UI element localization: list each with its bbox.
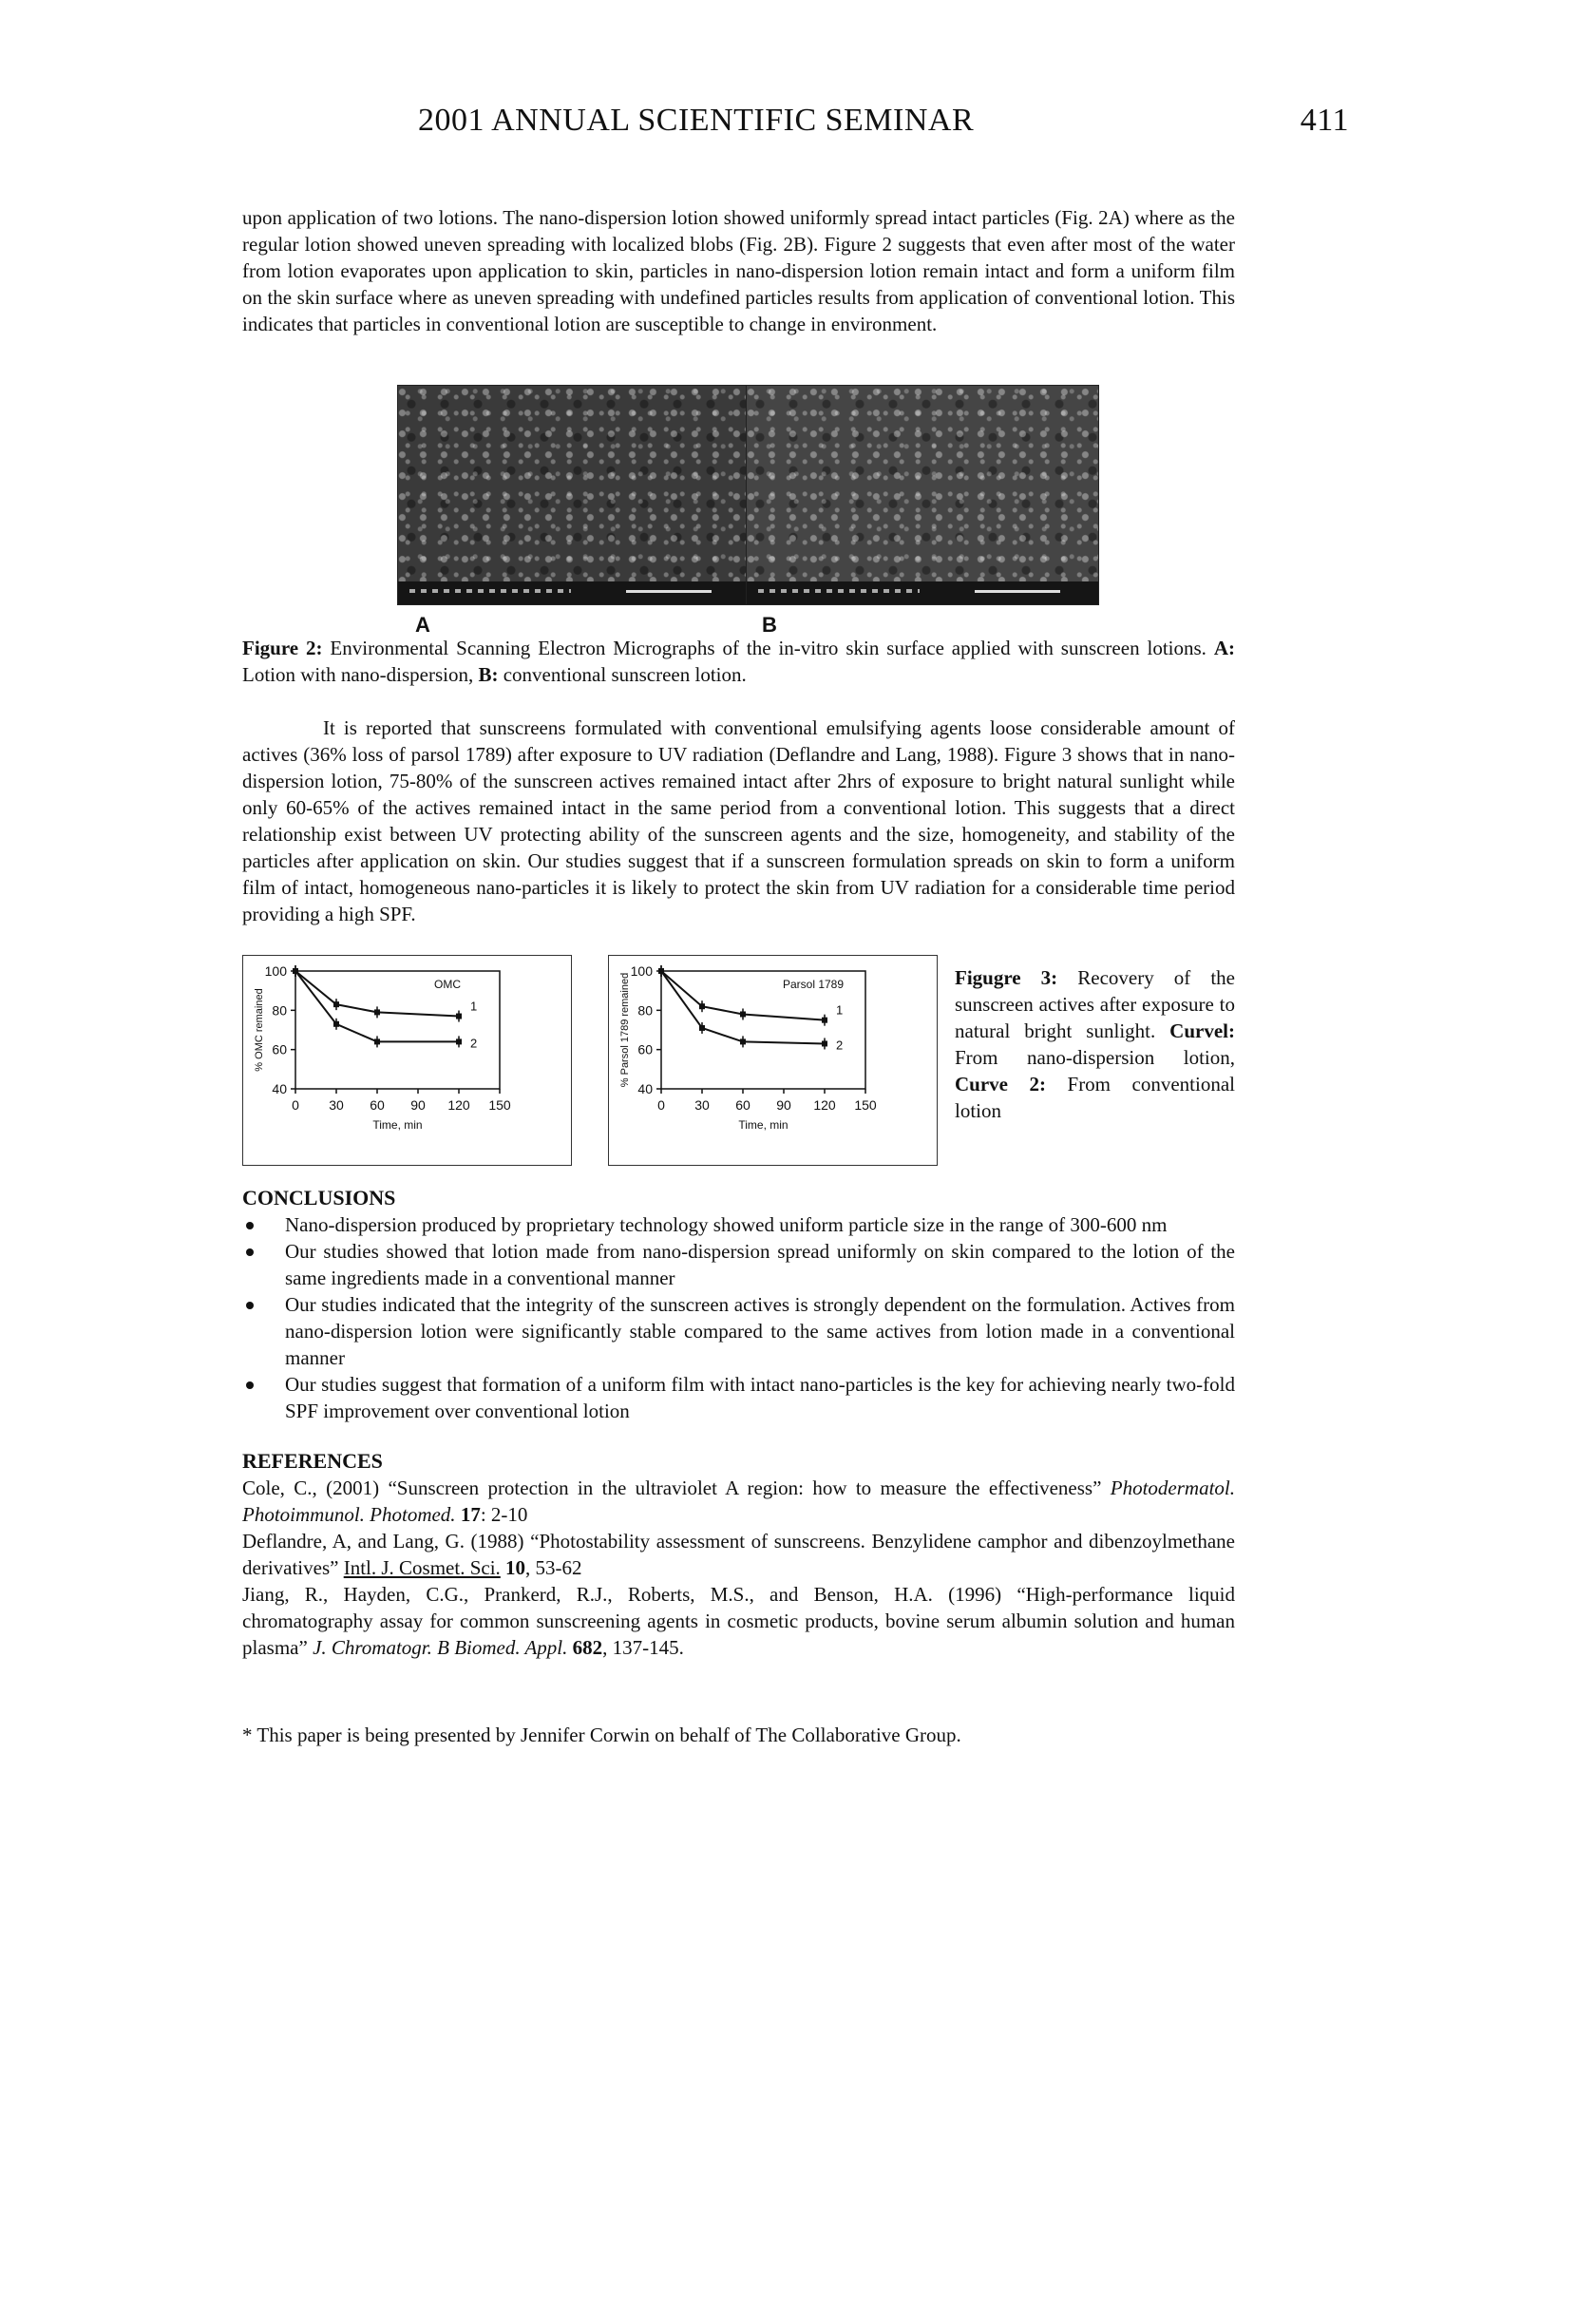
y-axis-label: % Parsol 1789 remained — [619, 972, 631, 1088]
x-tick-label: 0 — [657, 1097, 665, 1113]
figure-2-caption-text: Environmental Scanning Electron Micrographs of the in-vitro skin surface applied with sunscreen lotions. — [322, 637, 1214, 659]
figure-3-text-3: From conventional lotion — [955, 1073, 1235, 1122]
reference-pages: , 137-145. — [602, 1636, 684, 1659]
conclusion-text: Our studies indicated that the integrity of the sunscreen actives is strongly dependent on the formulation. Actives from nano-dispersion lotion were significantly stable compared to the same actives from lotion made in a conventional manner — [285, 1293, 1235, 1369]
panel-label-a: A — [415, 613, 430, 637]
chart-title: OMC — [434, 978, 461, 991]
paragraph-1: upon application of two lotions. The nano-dispersion lotion showed uniformly spread intact particles (Fig. 2A) where as the regular lotion showed uneven spreading with localized blobs (Fig. 2B). Figure 2 suggests that even after most of the water from lotion evaporates upon application to skin, particles in nano-dispersion lotion remain intact and form a uniform film on the skin surface where as uneven spreading with undefined particles results from application of conventional lotion. This indicates that particles in conventional lotion are susceptible to change in environment. — [242, 206, 1235, 335]
chart-title: Parsol 1789 — [782, 978, 845, 991]
reference-volume: 682 — [572, 1636, 603, 1659]
reference-journal: J. Chromatogr. B Biomed. Appl. — [313, 1636, 568, 1659]
chart-omc-svg — [243, 956, 571, 1165]
figure-2-label: Figure 2: — [242, 637, 323, 659]
page-number: 411 — [1300, 103, 1349, 138]
list-item — [242, 1291, 1235, 1371]
figure-3-caption — [955, 964, 1235, 1124]
reference-text: Jiang, R., Hayden, C.G., Prankerd, R.J., Roberts, M.S., and Benson, H.A. (1996) “High-performance liquid chromatography assay for common sunscreening agents in cosmetic products, bovine serum albumin solution and human plasma” — [242, 1583, 1235, 1659]
x-tick-label: 60 — [735, 1097, 750, 1113]
micrograph-b-ticks — [758, 589, 920, 593]
reference-volume: 17 — [460, 1503, 481, 1526]
figure-3-text-1: Recovery of the sunscreen actives after exposure to natural bright sunlight. — [955, 966, 1235, 1042]
chart-omc — [242, 955, 572, 1166]
x-axis-label: Time, min — [738, 1118, 788, 1132]
series-1-label: 1 — [470, 999, 478, 1014]
series-2-point — [333, 1021, 339, 1027]
conclusion-text: Nano-dispersion produced by proprietary technology showed uniform particle size in the range of 300-600 nm — [285, 1213, 1168, 1236]
micrograph-a-image — [397, 385, 750, 605]
curve-1-label: Curvel: — [1169, 1019, 1235, 1042]
micrograph-a-ticks — [409, 589, 571, 593]
series-2-point — [456, 1038, 462, 1044]
list-item — [242, 1371, 1235, 1424]
page-header — [418, 103, 1349, 150]
figure-2-a-text: Lotion with nano-dispersion, — [242, 663, 479, 686]
x-tick-label: 150 — [854, 1097, 877, 1113]
bullet-icon — [246, 1302, 254, 1309]
series-2-label: 2 — [470, 1036, 478, 1051]
y-tick-label: 40 — [272, 1081, 287, 1096]
curve-2-label: Curve 2: — [955, 1073, 1046, 1095]
y-tick-label: 60 — [637, 1041, 653, 1057]
series-2-point — [293, 968, 298, 974]
conclusions-heading: CONCLUSIONS — [242, 1186, 396, 1210]
chart-parsol-svg — [609, 956, 937, 1165]
figure-3-label: Figugre 3: — [955, 966, 1058, 989]
list-item — [242, 1238, 1235, 1291]
micrograph-a-databar — [398, 581, 750, 604]
y-tick-label: 100 — [630, 963, 653, 979]
y-tick-label: 80 — [637, 1002, 653, 1019]
reference-pages: : 2-10 — [480, 1503, 528, 1526]
reference-item — [242, 1528, 1235, 1581]
x-tick-label: 150 — [488, 1097, 511, 1113]
figure-2-b-text: conventional sunscreen lotion. — [498, 663, 747, 686]
conclusions-list — [242, 1211, 1235, 1424]
figure-2-a-label: A: — [1213, 637, 1235, 659]
y-tick-label: 60 — [272, 1041, 287, 1057]
list-item — [242, 1211, 1235, 1238]
x-tick-label: 60 — [370, 1097, 385, 1113]
paragraph-2: It is reported that sunscreens formulated with conventional emulsifying agents loose considerable amount of actives (36% loss of parsol 1789) after exposure to UV radiation (Deflandre and Lang, 1988). Figure 3 shows that in nano-dispersion lotion, 75-80% of the sunscreen actives remained intact after 2hrs of exposure to bright natural sunlight while only 60-65% of the actives remained intact in the same period from a conventional lotion. This suggests that a direct relationship exist between UV protecting ability of the sunscreen agents and the size, homogeneity, and stability of the particles after application on skin. Our studies suggest that if a sunscreen formulation spreads on skin to form a uniform film of intact, homogeneous nano-particles it is likely to protect the skin from UV radiation for a considerable time period providing a high SPF. — [242, 716, 1235, 925]
reference-volume: 10 — [505, 1556, 526, 1579]
conclusion-text: Our studies showed that lotion made from nano-dispersion spread uniformly on skin compared to the lotion of the same ingredients made in a conventional manner — [285, 1240, 1235, 1289]
reference-item — [242, 1581, 1235, 1661]
y-tick-label: 100 — [264, 963, 287, 979]
series-2-label: 2 — [836, 1038, 844, 1053]
series-2-point — [658, 968, 664, 974]
figure-3-text-2: From nano-dispersion lotion, — [955, 1046, 1235, 1069]
footnote: * This paper is being presented by Jennifer Corwin on behalf of The Collaborative Group. — [242, 1724, 961, 1746]
reference-pages: , 53-62 — [525, 1556, 582, 1579]
series-2-point — [374, 1038, 380, 1044]
series-1-point — [456, 1014, 462, 1019]
reference-text: Deflandre, A, and Lang, G. (1988) “Photostability assessment of sunscreens. Benzylidene camphor and dibenzoylmethane derivatives” — [242, 1530, 1235, 1579]
x-tick-label: 30 — [329, 1097, 344, 1113]
x-axis-label: Time, min — [372, 1118, 423, 1132]
micrograph-b-image — [746, 385, 1099, 605]
reference-journal: Intl. J. Cosmet. Sci. — [343, 1556, 501, 1579]
micrograph-a-scale-bar — [626, 590, 712, 593]
series-1-point — [374, 1009, 380, 1015]
bullet-icon — [246, 1222, 254, 1229]
series-2-point — [740, 1038, 746, 1044]
micrograph-b-databar — [747, 581, 1098, 604]
figure-2-caption — [242, 635, 1235, 688]
panel-label-b: B — [762, 613, 777, 637]
chart-parsol — [608, 955, 938, 1166]
reference-text: Cole, C., (2001) “Sunscreen protection in the ultraviolet A region: how to measure the effectiveness” — [242, 1476, 1111, 1499]
x-tick-label: 90 — [410, 1097, 426, 1113]
bullet-icon — [246, 1248, 254, 1256]
figure-2-b-label: B: — [478, 663, 499, 686]
references-list — [242, 1475, 1235, 1661]
series-2-point — [822, 1040, 827, 1046]
y-axis-label: % OMC remained — [254, 988, 265, 1072]
conclusion-text: Our studies suggest that formation of a uniform film with intact nano-particles is the key for achieving nearly two-fold SPF improvement over conventional lotion — [285, 1373, 1235, 1422]
micrograph-b-scale-bar — [975, 590, 1060, 593]
series-1-point — [333, 1001, 339, 1007]
x-tick-label: 0 — [292, 1097, 299, 1113]
series-2-point — [699, 1025, 705, 1031]
reference-item — [242, 1475, 1235, 1528]
x-tick-label: 120 — [447, 1097, 470, 1113]
plot-frame — [295, 971, 500, 1089]
y-tick-label: 40 — [637, 1081, 653, 1096]
x-tick-label: 90 — [776, 1097, 791, 1113]
bullet-icon — [246, 1381, 254, 1389]
y-tick-label: 80 — [272, 1002, 287, 1019]
reference-journal: Photodermatol. Photoimmunol. Photomed. — [242, 1476, 1235, 1526]
x-tick-label: 120 — [813, 1097, 836, 1113]
series-1-label: 1 — [836, 1002, 844, 1018]
x-tick-label: 30 — [694, 1097, 710, 1113]
running-title: 2001 ANNUAL SCIENTIFIC SEMINAR — [418, 103, 975, 138]
references-heading: REFERENCES — [242, 1449, 383, 1473]
series-1-point — [740, 1011, 746, 1017]
series-1-point — [699, 1003, 705, 1009]
series-1-point — [822, 1018, 827, 1023]
